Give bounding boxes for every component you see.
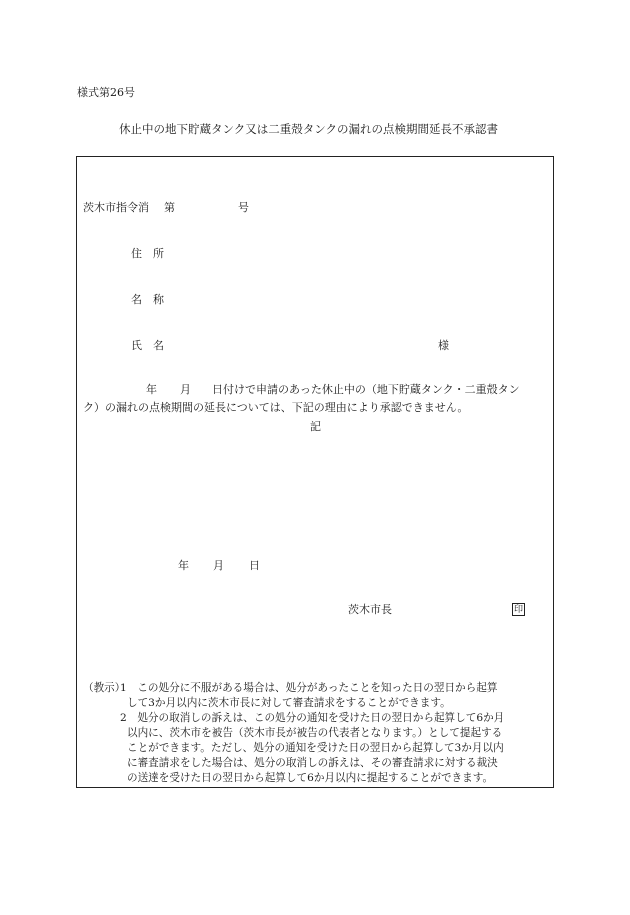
date-day: 日 [249, 559, 260, 572]
issuer-title: 茨木市長 [348, 603, 392, 616]
body-year: 年 [146, 383, 157, 396]
instructions-label: （教示） [83, 682, 126, 694]
ref-prefix: 茨木市指令消 [83, 201, 149, 214]
address-label: 住 所 [131, 247, 164, 260]
seal-mark: 印 [513, 605, 523, 615]
date-month: 月 [213, 559, 224, 572]
body-line1: 日付けで申請のあった休止中の（地下貯蔵タンク・二重殻タン [212, 383, 520, 396]
instruction-2-line-4: に審査請求をした場合は、処分の取消しの訴えは、その審査請求に対する裁決 [127, 757, 498, 769]
ref-no-label: 第 [164, 201, 175, 214]
honorific: 様 [438, 339, 449, 352]
date-year: 年 [178, 559, 189, 572]
instruction-1-line-1: 1 この処分に不服がある場合は、処分があったことを知った日の翌日から起算 [120, 682, 498, 694]
ki-mark: 記 [310, 420, 321, 433]
body-month: 月 [180, 383, 191, 396]
body-line2: ク）の漏れの点検期間の延長については、下記の理由により承認できません。 [83, 401, 469, 414]
person-label: 氏 名 [131, 339, 164, 352]
instruction-1-line-2: して3か月以内に茨木市長に対して審査請求をすることができます。 [127, 697, 451, 709]
ref-suffix: 号 [238, 201, 249, 214]
instruction-2-line-2: 以内に、茨木市を被告（茨木市長が被告の代表者となります。）として提起する [127, 727, 503, 739]
instruction-2-line-5: の送達を受けた日の翌日から起算して6か月以内に提起することができます。 [127, 772, 494, 784]
document-title: 休止中の地下貯蔵タンク又は二重殻タンクの漏れの点検期間延長不承認書 [119, 122, 499, 136]
instruction-2-line-1: 2 処分の取消しの訴えは、この処分の通知を受けた日の翌日から起算して6か月 [120, 712, 505, 724]
name-label: 名 称 [131, 293, 164, 306]
form-number: 様式第26号 [77, 86, 135, 99]
instruction-2-line-3: ことができます。ただし、処分の通知を受けた日の翌日から起算して3か月以内 [127, 742, 504, 754]
